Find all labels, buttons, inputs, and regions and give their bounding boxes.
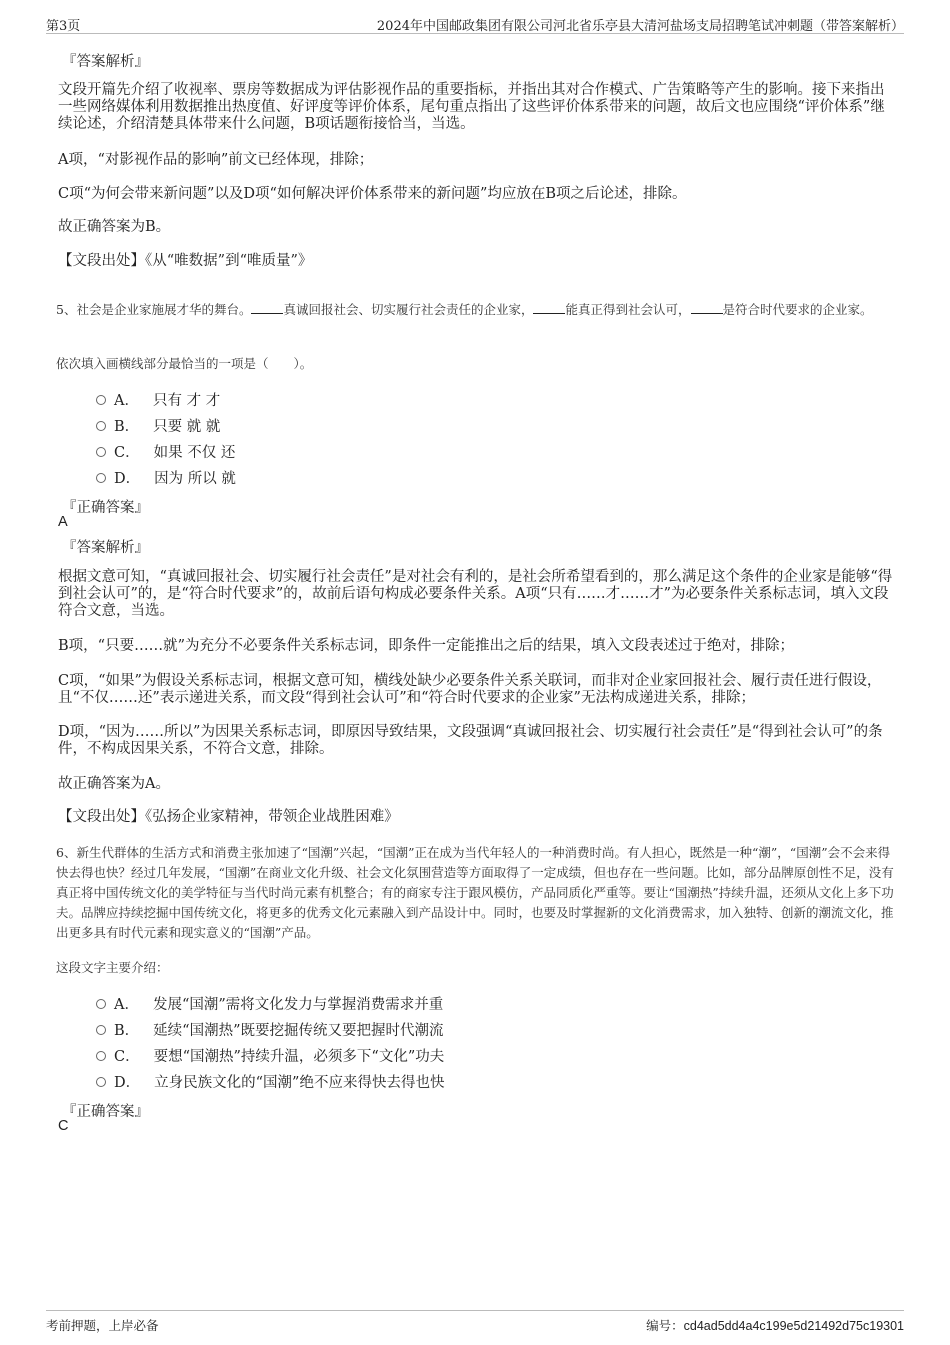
q5-analysis-p1: 根据文意可知，“真诚回报社会、切实履行社会责任”是对社会有利的，是社会所希望看到的，那么满足这个条件的企业家是能够“得到社会认可”的，是“符合时代要求”的，故前后语句构成必要条件关系。A项“只有……才……才”为必要条件关系标志词，填入文段符合文意，当选。 [58, 569, 893, 619]
q6-option-d[interactable]: D． 立身民族文化的“国潮”绝不应来得快去得也快 [96, 1071, 444, 1091]
radio-button[interactable] [96, 473, 106, 483]
q5-analysis-p5: 故正确答案为A。 [58, 776, 170, 792]
q5-answer-label: 『正确答案』 [62, 500, 149, 516]
q4-analysis-p2: A项，“对影视作品的影响”前文已经体现，排除； [58, 152, 374, 168]
q6-option-a[interactable]: A． 发展“国潮”需将文化发力与掌握消费需求并重 [96, 993, 443, 1013]
radio-button[interactable] [96, 447, 106, 457]
document-code: 编号：cd4ad5dd4a4c199e5d21492d75c19301 [646, 1318, 904, 1333]
q5-source: 【文段出处】《弘扬企业家精神，带领企业战胜困难》 [58, 809, 399, 825]
blank-3 [691, 301, 723, 314]
q5-stem: 5、社会是企业家施展才华的舞台。 真诚回报社会、切实履行社会责任的企业家， 能真正得到社会认可， 是符合时代要求的企业家。 [56, 302, 873, 317]
q5-option-b[interactable]: B． 只要 就 就 [96, 415, 220, 435]
q5-option-c[interactable]: C． 如果 不仅 还 [96, 441, 235, 461]
page-number: 第3页 [46, 19, 81, 34]
q6-answer-label: 『正确答案』 [62, 1104, 149, 1120]
q4-analysis-p3: C项“为何会带来新问题”以及D项“如何解决评价体系带来的新问题”均应放在B项之后论述，排除。 [58, 186, 687, 202]
radio-button[interactable] [96, 1077, 106, 1087]
q5-analysis-p3: C项，“如果”为假设关系标志词，根据文意可知，横线处缺少必要条件关系关联词，而非对企业家回报社会、履行责任进行假设，且“不仅……还”表示递进关系，而文段“得到社会认可”和“符合时代要求的企业家”无法构成递进关系，排除； [58, 673, 882, 706]
q4-analysis-label: 『答案解析』 [62, 54, 149, 70]
footer-slogan: 考前押题，上岸必备 [46, 1318, 159, 1333]
radio-button[interactable] [96, 1025, 106, 1035]
document-title: 2024年中国邮政集团有限公司河北省乐亭县大清河盐场支局招聘笔试冲刺题（带答案解析） [376, 19, 904, 34]
q5-prompt: 依次填入画横线部分最恰当的一项是（ ）。 [56, 356, 313, 371]
blank-2 [533, 301, 565, 314]
q4-analysis-p4: 故正确答案为B。 [58, 219, 171, 235]
q5-analysis-label: 『答案解析』 [62, 540, 149, 556]
radio-button[interactable] [96, 421, 106, 431]
radio-button[interactable] [96, 1051, 106, 1061]
q4-source: 【文段出处】《从“唯数据”到“唯质量”》 [58, 253, 313, 269]
q5-option-d[interactable]: D． 因为 所以 就 [96, 467, 236, 487]
page-header [46, 13, 904, 34]
q4-analysis-p1: 文段开篇先介绍了收视率、票房等数据成为评估影视作品的重要指标，并指出其对合作模式、广告策略等产生的影响。接下来指出一些网络媒体利用数据推出热度值、好评度等评价体系，尾句重点指出了这些评价体系带来的问题，故后文也应围绕“评价体系”继续论述，介绍清楚具体带来什么问题，B项话题衔接恰当，当选。 [58, 82, 885, 132]
page-footer [46, 1310, 904, 1335]
q6-stem: 6、新生代群体的生活方式和消费主张加速了“国潮”兴起，“国潮”正在成为当代年轻人的一种消费时尚。有人担心，既然是一种“潮”，“国潮”会不会来得快去得也快？经过几年发展，“国潮”在商业文化升级、社会文化氛围营造等方面取得了一定成绩，但也存在一些问题。比如，部分品牌原创性不足，没有真正将中国传统文化的美学特征与当代时尚元素有机整合；有的商家专注于跟风模仿，产品同质化严重等。要让“国潮热”持续升温，还须从文化上多下功夫。品牌应持续挖掘中国传统文化，将更多的优秀文化元素融入到产品设计中。同时，也要及时掌握新的文化消费需求，加入独特、创新的潮流文化，推出更多具有时代元素和现实意义的“国潮”产品。 [56, 845, 894, 940]
q5-analysis-p4: D项，“因为……所以”为因果关系标志词，即原因导致结果，文段强调“真诚回报社会、切实履行社会责任”是“得到社会认可”的条件，不构成因果关系，不符合文意，排除。 [58, 724, 883, 757]
radio-button[interactable] [96, 999, 106, 1009]
q6-option-c[interactable]: C． 要想“国潮热”持续升温，必须多下“文化”功夫 [96, 1045, 444, 1065]
q6-answer: C [58, 1118, 69, 1134]
q5-option-a[interactable]: A． 只有 才 才 [96, 389, 220, 409]
blank-1 [251, 301, 283, 314]
q5-answer: A [58, 514, 68, 530]
q6-option-b[interactable]: B． 延续“国潮热”既要挖掘传统又要把握时代潮流 [96, 1019, 443, 1039]
q6-prompt: 这段文字主要介绍： [56, 960, 169, 975]
radio-button[interactable] [96, 395, 106, 405]
q5-analysis-p2: B项，“只要……就”为充分不必要条件关系标志词，即条件一定能推出之后的结果，填入文段表述过于绝对，排除； [58, 638, 794, 654]
